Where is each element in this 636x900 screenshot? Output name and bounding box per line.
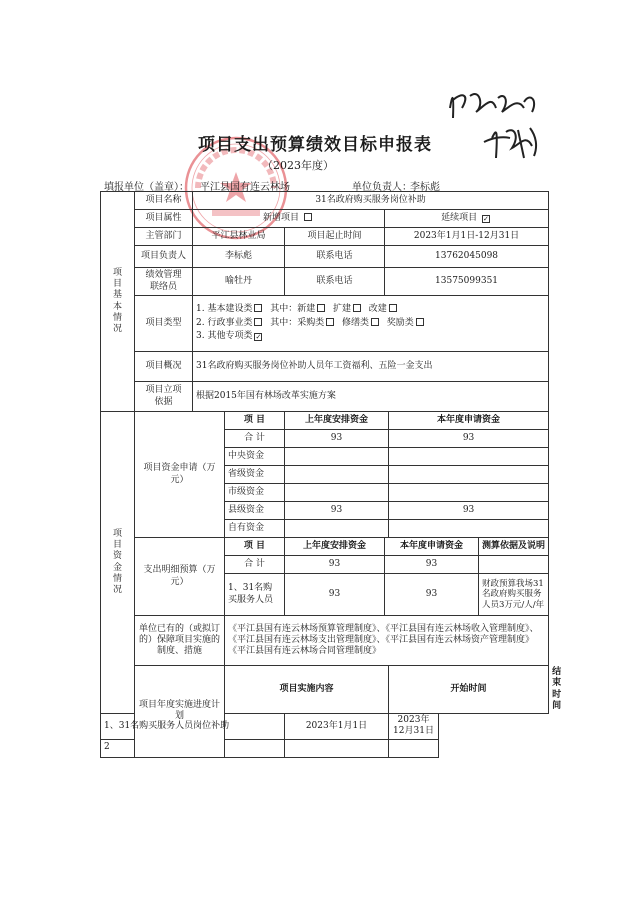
detail-total-basis [479, 556, 549, 574]
detail-col-this: 本年度申请资金 [385, 538, 479, 556]
funds-col-item: 项 目 [225, 412, 285, 430]
funds-row-label: 市级资金 [225, 484, 285, 502]
attr-continue-checkbox[interactable]: ✓ [483, 214, 489, 223]
unit-label: 填报单位（盖章）： [104, 182, 189, 193]
funds-row-this: 93 [389, 502, 549, 520]
detail-item-basis: 财政预算我场31名政府购买服务人员3万元/人/年 [479, 574, 549, 616]
funds-row-label: 县级资金 [225, 502, 285, 520]
perf-phone: 13575099351 [385, 268, 549, 296]
attr-new-checkbox[interactable] [304, 213, 312, 221]
attr-continue [385, 210, 549, 228]
attr-new [193, 210, 385, 228]
basis-value: 根据2015年国有林场改革实施方案 [193, 382, 549, 412]
schedule-col-content: 项目实施内容 [225, 666, 389, 714]
type-1-rebuild-label: 改建 [368, 304, 387, 315]
unit-name: 平江县国有连云林场 [200, 182, 290, 193]
funds-row-last [285, 466, 389, 484]
type-2-purchase-checkbox[interactable] [326, 318, 334, 326]
basic-section-label: 项 目 基 本 情 况 [101, 192, 135, 412]
funds-row-label: 自有资金 [225, 520, 285, 538]
dept-value: 平江县林业局 [193, 228, 285, 246]
type-2-reward-checkbox[interactable] [416, 318, 424, 326]
schedule-row-end [389, 739, 439, 757]
project-type-options [193, 296, 549, 352]
funds-row-this [389, 448, 549, 466]
type-1-expand-checkbox[interactable] [353, 304, 361, 312]
type-2-repair-label: 修缮类 [341, 317, 369, 328]
funds-row-label: 中央资金 [225, 448, 285, 466]
funds-section-label: 项 目 资 金 情 况 [101, 412, 135, 714]
detail-item-last: 93 [285, 574, 385, 616]
basis-label-line1: 项目立项 [145, 385, 182, 396]
funds-row-this [389, 520, 549, 538]
document-title: 项目支出预算绩效目标申报表 [198, 135, 432, 155]
type-1-checkbox[interactable] [254, 304, 262, 312]
project-type-label: 项目类型 [135, 296, 193, 352]
leader-value: 李标彪 [193, 246, 285, 268]
funds-row-label: 省级资金 [225, 466, 285, 484]
perf-label-line1: 绩效管理 [145, 270, 182, 281]
type-3-label: 3. 其他专项类 [196, 331, 253, 342]
detail-col-item: 项 目 [225, 538, 285, 556]
perf-contact-label [135, 268, 193, 296]
detail-total-label: 合 计 [225, 556, 285, 574]
period-value: 2023年1月1日-12月31日 [385, 228, 549, 246]
basis-label-line2: 依据 [154, 396, 173, 407]
perf-label-line2: 联络员 [149, 281, 177, 292]
type-1-new-label: 其中：新建 [270, 304, 316, 315]
schedule-row-content: 2 [101, 739, 285, 757]
perf-contact-value: 喻牡丹 [193, 268, 285, 296]
project-attr-label: 项目属性 [135, 210, 193, 228]
period-label: 项目起止时间 [285, 228, 385, 246]
schedule-row-start: 2023年1月1日 [285, 714, 389, 740]
perf-phone-label: 联系电话 [285, 268, 385, 296]
system-label: 单位已有的（或拟订的）保障项目实施的制度、措施 [135, 616, 225, 666]
funds-col-last: 上年度安排资金 [285, 412, 389, 430]
type-2-reward-label: 奖励类 [386, 317, 414, 328]
funds-row-last [285, 484, 389, 502]
overview-label: 项目概况 [135, 352, 193, 382]
type-3-checkbox[interactable]: ✓ [255, 333, 262, 342]
type-2-label: 2. 行政事业类 [196, 317, 253, 328]
detail-item-label: 1、31名购买服务人员 [225, 574, 285, 616]
schedule-row-content: 1、31名购买服务人员岗位补助 [101, 714, 285, 740]
type-2-repair-checkbox[interactable] [371, 318, 379, 326]
schedule-row-start [285, 739, 389, 757]
leader-phone-label: 联系电话 [285, 246, 385, 268]
responsible-label: 单位负责人： [352, 182, 412, 193]
funds-row-label: 合 计 [225, 430, 285, 448]
funds-row-this [389, 466, 549, 484]
funds-row-last: 93 [285, 502, 389, 520]
funds-row-last: 93 [285, 430, 389, 448]
schedule-col-start: 开始时间 [389, 666, 549, 714]
type-1-new-checkbox[interactable] [317, 304, 325, 312]
dept-label: 主管部门 [135, 228, 193, 246]
type-1-expand-label: 扩建 [332, 304, 351, 315]
funds-row-this: 93 [389, 430, 549, 448]
overview-value: 31名政府购买服务岗位补助人员年工资福利、五险一金支出 [193, 352, 549, 382]
leader-phone: 13762045098 [385, 246, 549, 268]
funds-row-this [389, 484, 549, 502]
signature-image [440, 78, 550, 168]
funds-col-this: 本年度申请资金 [389, 412, 549, 430]
project-name-value: 31名政府购买服务岗位补助 [193, 192, 549, 210]
detail-budget-label: 支出明细预算（万元） [135, 538, 225, 616]
attr-continue-label: 延续项目 [441, 212, 478, 223]
budget-form-table: 项 目 基 本 情 况 项目名称 31名政府购买服务岗位补助 项目属性 新增项目 延续项目 ✓ 主管部门 平江县林业局 项目起止时间 2023年1月1日-12月31日 项目负责人 李标彪 联系电话 13762045098 绩效管理 联络员 喻牡丹 联系电话 13575099351 项目类型 1. 基本建设类 其中：新建 扩建 改建 2. 行政事业类 其中：采购类 修缮类 奖励类 3. 其他专项类 ✓ 项目概况 31名政府购买服务岗位补助人员年工资福利、五险一金支出 项目立项 依据 根据2015年国有林场改革实施方案 项 目 资 金 情 况 项目资金申请（万元） 项 目 上年度安排资金 本年度申请资金 合 计 93 93 中央资金 省级资金 市级资金 县级资金 93 93 自有资金 支出明细预算（万元） 项 目 上年度安排资金 本年度申请资金 测算依据及说明 合 计 93 93 1、31名购买服务人员 93 93 财政预算我场31名政府购买服务人员3万元/人/年 单位已有的（或拟订的）保障项目实施的制度、措施 《平江县国有连云林场预算管理制度》、《平江县国有连云林场收入管理制度》、《平江县国有连云林场支出管理制度》、《平江县国有连云林场资产管理制度》《平江县国有连云林场合同管理制度》 项目年度实施进度计划 项目实施内容 开始时间 结束时间 1、31名购买服务人员岗位补助 2023年1月1日 2023年12月31日 2 [100, 191, 549, 758]
detail-item-this: 93 [385, 574, 479, 616]
document-year: （2023年度） [262, 159, 334, 172]
funds-apply-label: 项目资金申请（万元） [135, 412, 225, 538]
detail-col-last: 上年度安排资金 [285, 538, 385, 556]
schedule-label: 项目年度实施进度计划 [135, 666, 225, 758]
detail-total-this: 93 [385, 556, 479, 574]
type-2-checkbox[interactable] [254, 318, 262, 326]
type-1-rebuild-checkbox[interactable] [389, 304, 397, 312]
basis-label [135, 382, 193, 412]
project-name-label: 项目名称 [135, 192, 193, 210]
leader-label: 项目负责人 [135, 246, 193, 268]
funds-row-last [285, 448, 389, 466]
detail-col-basis: 测算依据及说明 [479, 538, 549, 556]
detail-total-last: 93 [285, 556, 385, 574]
responsible-name: 李标彪 [410, 182, 440, 193]
system-value: 《平江县国有连云林场预算管理制度》、《平江县国有连云林场收入管理制度》、《平江县国有连云林场支出管理制度》、《平江县国有连云林场资产管理制度》《平江县国有连云林场合同管理制度》 [225, 616, 549, 666]
attr-new-label: 新增项目 [263, 212, 300, 223]
schedule-row-end: 2023年12月31日 [389, 714, 439, 740]
type-1-label: 1. 基本建设类 [196, 304, 253, 315]
funds-row-last [285, 520, 389, 538]
type-2-purchase-label: 其中：采购类 [270, 317, 325, 328]
